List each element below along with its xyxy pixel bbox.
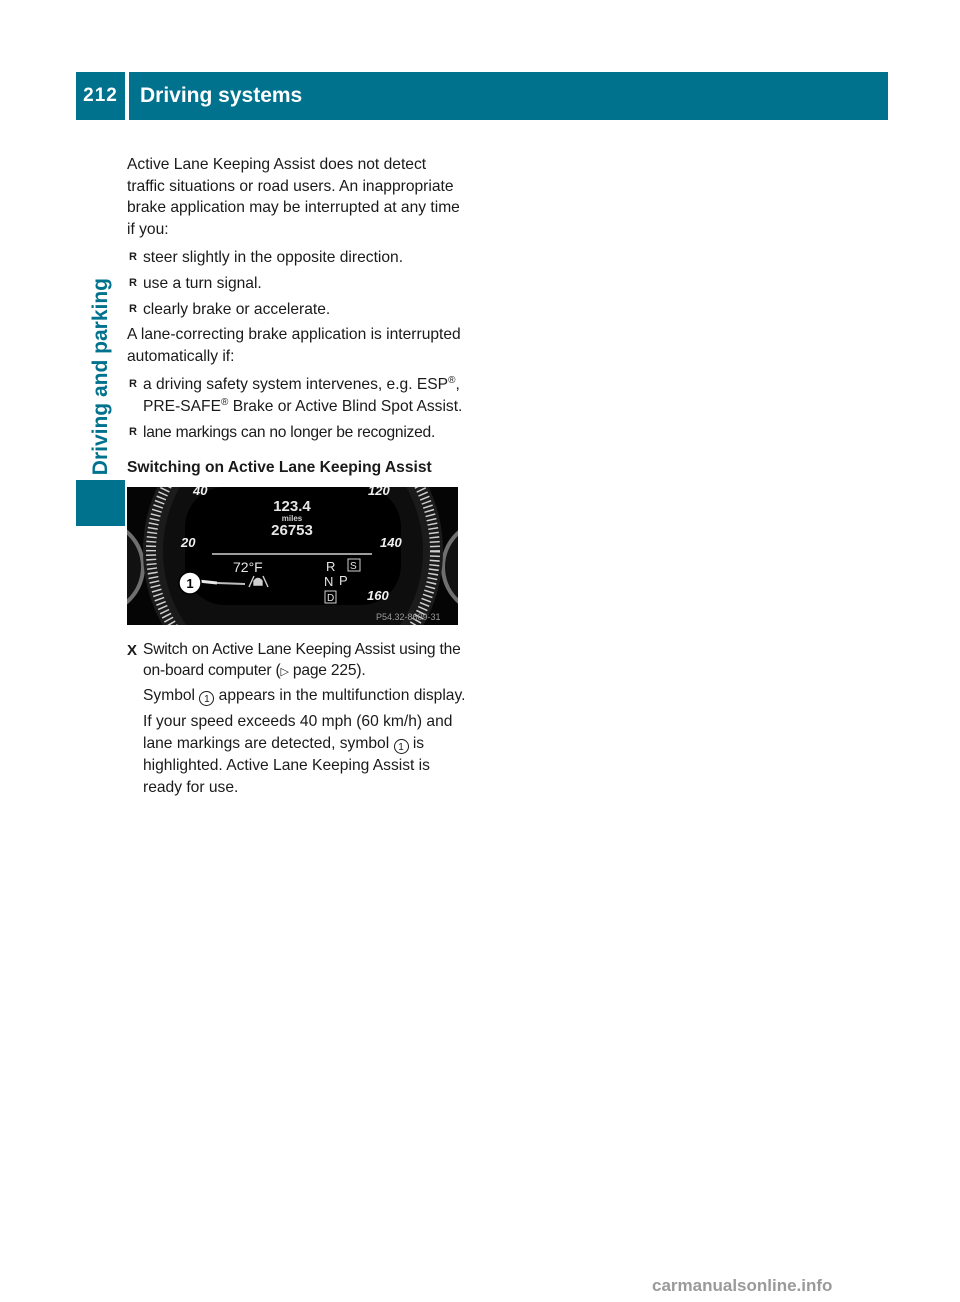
gear-p: P: [339, 572, 348, 588]
distance-unit: miles: [281, 513, 303, 523]
section-heading: Switching on Active Lane Keeping Assist: [127, 459, 432, 477]
instrument-cluster-figure: [127, 487, 458, 625]
list-item: R use a turn signal.: [127, 273, 467, 295]
section-title: Driving systems: [129, 72, 888, 120]
step-marker: X: [127, 641, 138, 659]
odometer-reading: 26753: [271, 521, 313, 539]
callout-reference: 1: [199, 691, 214, 706]
result-paragraph: [127, 711, 467, 799]
callout-number: 1: [186, 575, 194, 591]
list-item: [127, 374, 467, 417]
list-item-text: a driving safety system intervenes, e.g. ESP: [143, 376, 449, 394]
interruption-paragraph: A lane-correcting brake application is interrupted automatically if:: [127, 326, 461, 365]
speed-label-140: 140: [380, 534, 402, 550]
list-item-text: Brake or Active Blind Spot Assist.: [228, 397, 463, 415]
intro-paragraph: Active Lane Keeping Assist does not detect traffic situations or road users. An inappropriate brake application may be interrupted at any time if you:: [127, 156, 460, 238]
chapter-tab: [76, 126, 125, 475]
list-item: R steer slightly in the opposite direction.: [127, 247, 467, 269]
watermark: carmanualsonline.info: [652, 1276, 833, 1295]
registered-mark: ®: [448, 375, 456, 387]
list-item-text: , PRE-SAFE: [143, 376, 460, 415]
speed-label-20: 20: [181, 534, 196, 550]
gear-n: N: [324, 573, 334, 589]
speed-label-160: 160: [367, 587, 389, 603]
trip-reading: 123.4: [273, 497, 311, 515]
callout-reference: 1: [394, 739, 409, 754]
result-text: is highlighted. Active Lane Keeping Assist is ready for use.: [143, 734, 430, 796]
result-text: If your speed exceeds 40 mph (60 km/h) and lane markings are detected, symbol: [143, 712, 453, 752]
symbol-paragraph: [127, 684, 467, 707]
speed-label-40: 40: [193, 486, 208, 498]
list-item: R lane markings can no longer be recognized.: [127, 422, 467, 444]
figure-code: P54.32-8609-31: [376, 611, 441, 622]
registered-mark: ®: [220, 396, 229, 408]
gear-d: D: [327, 592, 335, 604]
symbol-text: appears in the multifunction display.: [214, 686, 466, 704]
outside-temperature: 72°F: [233, 558, 263, 575]
page-reference-arrow: ▷: [280, 666, 289, 679]
chapter-tab-label: Driving and parking: [88, 277, 112, 475]
instruction-text-part: Switch on Active Lane Keeping Assist using the on-board computer (: [143, 640, 461, 680]
gear-r: R: [326, 558, 336, 574]
gear-s: S: [350, 560, 357, 572]
instruction-text: [143, 639, 467, 684]
instruction-step: [127, 639, 467, 684]
page-number: 212: [76, 72, 125, 120]
instruction-text-part: page 225).: [288, 662, 366, 680]
symbol-text: Symbol: [143, 686, 200, 704]
chapter-tab-marker: [76, 480, 125, 526]
content-column: [127, 154, 467, 799]
list-item: R clearly brake or accelerate.: [127, 299, 467, 321]
speed-label-120: 120: [368, 486, 390, 498]
